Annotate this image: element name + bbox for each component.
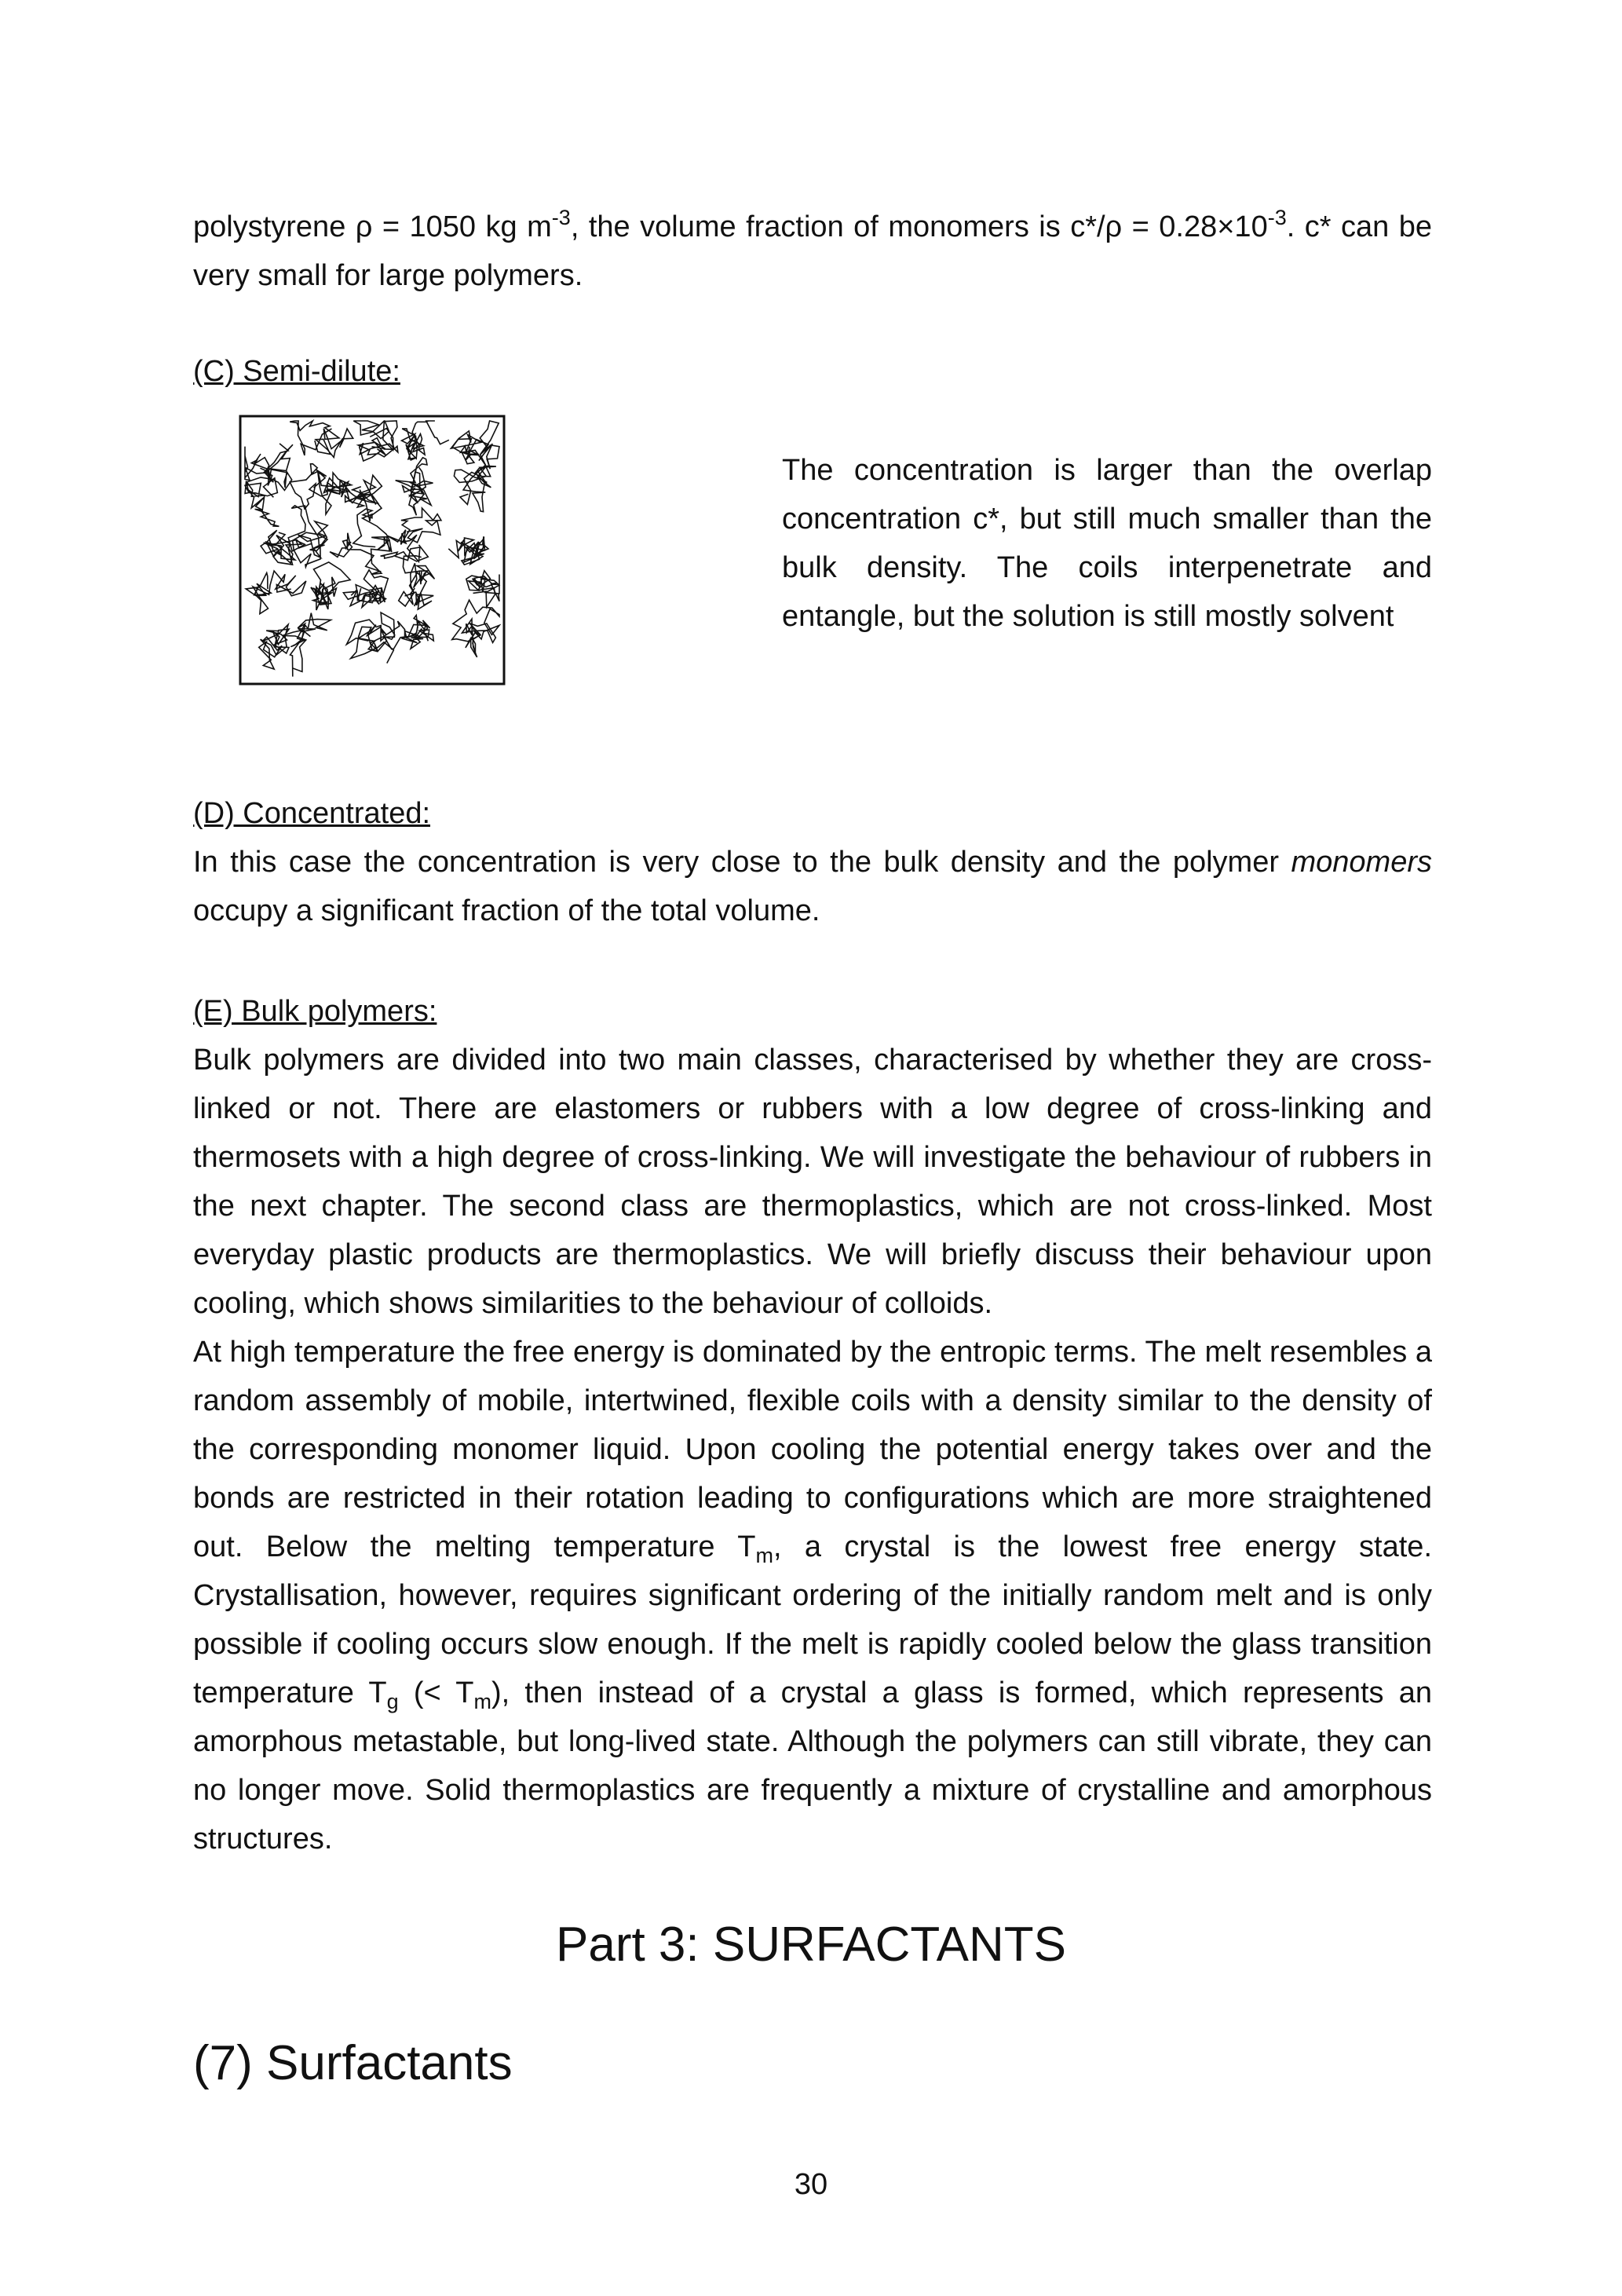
concentrated-heading: (D) Concentrated: — [193, 797, 431, 830]
concentrated-paragraph: In this case the concentration is very close to the bulk density and the polymer monomers occupy a significant fraction of the total volume. — [193, 846, 1432, 927]
intro-paragraph: polystyrene ρ = 1050 kg $m^{-3}$, the volume fraction of monomers is $c*/\rho = 0.28\times 10^{-3}$. c* can be very small for large polymers. — [193, 206, 1432, 292]
bulk-polymers-paragraphs — [193, 1036, 1432, 1863]
bulk-polymers-heading: (E) Bulk polymers: — [193, 995, 437, 1028]
semi-dilute-heading: (C) Semi-dilute: — [193, 355, 400, 388]
bulk-paragraph-cooling: At high temperature the free energy is dominated by the entropic terms. The melt resembles a random assembly of mobile, intertwined, flexible coils with a density similar to the density of the corresponding monomer liquid. Upon cooling the potential energy takes over and the bonds are restricted in their rotation leading to configurations which are more straightened out. Below the melting temperature $T_m$, a crystal is the lowest free energy state. Crystallisation, however, requires significant ordering of the initially random melt and is only possible if cooling occurs slow enough. If the melt is rapidly cooled below the glass transition temperature $T_g$ (< $T_m$), then instead of a crystal a glass is formed, which represents an amorphous metastable, but long-lived state. Although the polymers can still vibrate, they can no longer move. Solid thermoplastics are frequently a mixture of crystalline and amorphous structures. — [193, 1336, 1432, 1855]
section-title: (7) Surfactants — [193, 2036, 513, 2090]
bulk-paragraph-classes: Bulk polymers are divided into two main classes, characterised by whether they are cross-linked or not. There are elastomers or rubbers with a low degree of cross-linking and thermosets with a high degree of cross-linking. We will investigate the behaviour of rubbers in the next chapter. The second class are thermoplastics, which are not cross-linked. Most everyday plastic products are thermoplastics. We will briefly discuss their behaviour upon cooling, which shows similarities to the behaviour of colloids. — [193, 1044, 1432, 1320]
entangled-polymer-coils-icon — [239, 415, 506, 686]
page-number: 30 — [794, 2168, 828, 2201]
semi-dilute-paragraph: The concentration is larger than the overlap concentration c*, but still much smaller than the bulk density. The coils interpenetrate and entangle, but the solution is still mostly solvent — [782, 454, 1432, 633]
part-title: Part 3: SURFACTANTS — [556, 1918, 1066, 1972]
